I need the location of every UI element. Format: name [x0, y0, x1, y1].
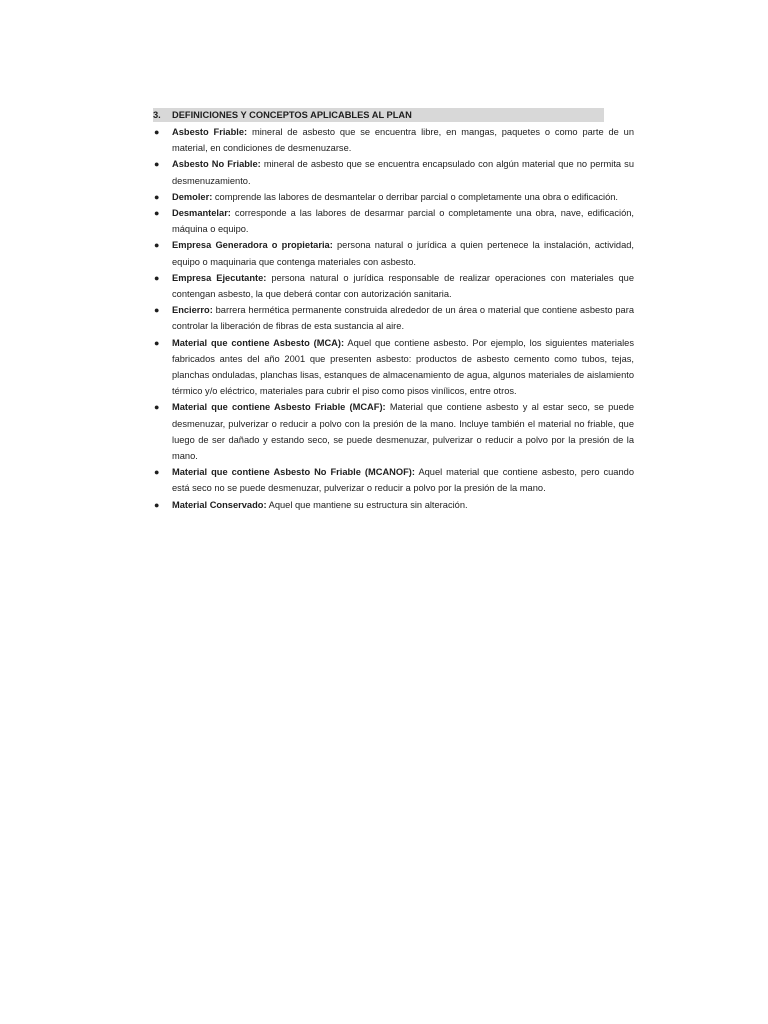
definition-term: Material que contiene Asbesto No Friable (MCANOF):	[172, 467, 415, 478]
definition-term: Demoler:	[172, 191, 213, 202]
definition-item	[153, 237, 634, 269]
definition-term: Material Conservado:	[172, 499, 267, 510]
section-number: 3.	[153, 110, 161, 120]
definition-text: barrera hermética permanente construida alrededor de un área o material que contiene asbesto para controlar la liberación de fibras de esta sustancia al aire.	[172, 305, 634, 332]
definition-item	[153, 335, 634, 400]
bullet-icon: ●	[154, 499, 160, 510]
bullet-icon: ●	[154, 159, 160, 170]
definition-text: Material que contiene asbesto y al estar seco, se puede desmenuzar, pulverizar o reducir a polvo con la presión de la mano. Incluye también el material no friable, que luego de ser dañado y estando seco, se puede desmenuzar, pulverizar o reducir a polvo por la presión de la mano.	[172, 402, 634, 462]
bullet-icon: ●	[154, 191, 160, 202]
definition-text: mineral de asbesto que se encuentra libre, en mangas, paquetes o como parte de un material, en condiciones de desmenuzarse.	[172, 127, 634, 154]
definition-term: Encierro:	[172, 305, 213, 316]
definition-term: Empresa Generadora o propietaria:	[172, 240, 333, 251]
definition-text: persona natural o jurídica responsable de realizar operaciones con materiales que contengan asbesto, la que deberá contar con autorización sanitaria.	[172, 272, 634, 300]
bullet-icon: ●	[154, 208, 160, 219]
bullet-icon: ●	[154, 305, 160, 316]
bullet-icon: ●	[154, 337, 160, 348]
document-content	[153, 108, 634, 513]
definition-item	[153, 205, 634, 237]
definition-term: Asbesto No Friable:	[172, 159, 261, 170]
section-title: DEFINICIONES Y CONCEPTOS APLICABLES AL PLAN	[172, 110, 412, 120]
definition-item	[153, 124, 634, 156]
definition-text: corresponde a las labores de desarmar parcial o completamente una obra, nave, edificación, máquina o equipo.	[172, 208, 634, 235]
definition-text: mineral de asbesto que se encuentra encapsulado con algún material que no permita su desmenuzamiento.	[172, 159, 634, 186]
bullet-icon: ●	[154, 467, 160, 478]
definition-text: persona natural o jurídica a quien pertenece la instalación, actividad, equipo o maquinaria que contenga materiales con asbesto.	[172, 240, 634, 267]
definition-item	[153, 270, 634, 302]
definition-text: Aquel que contiene asbesto. Por ejemplo, los siguientes materiales fabricados antes del año 2001 que presenten asbesto: productos de asbesto cemento como tubos, tejas, planchas onduladas, planchas lisas, estanques de almacenamiento de agua, algunos materiales de aislamiento térmico y/o eléctrico, materiales para cubrir el piso como pisos vinílicos, entre otros.	[172, 337, 634, 397]
bullet-icon: ●	[154, 402, 160, 413]
definition-item	[153, 302, 634, 334]
definition-text: comprende las labores de desmantelar o derribar parcial o completamente una obra o edificación.	[212, 191, 618, 202]
definition-text: Aquel material que contiene asbesto, pero cuando está seco no se puede desmenuzar, pulverizar o reducir a polvo por la presión de la mano.	[172, 467, 634, 494]
definition-item	[153, 497, 634, 513]
definition-item	[153, 464, 634, 496]
bullet-icon: ●	[154, 127, 160, 137]
definition-item	[153, 399, 634, 464]
bullet-icon: ●	[154, 272, 160, 283]
definition-term: Empresa Ejecutante:	[172, 272, 267, 283]
definition-text: Aquel que mantiene su estructura sin alteración.	[266, 499, 468, 510]
definition-term: Material que contiene Asbesto Friable (MCAF):	[172, 402, 386, 413]
definition-term: Material que contiene Asbesto (MCA):	[172, 337, 345, 348]
definition-term: Asbesto Friable:	[172, 127, 248, 137]
definition-item	[153, 189, 634, 205]
section-heading	[153, 108, 604, 122]
definitions-list	[153, 124, 634, 513]
definition-item	[153, 156, 634, 188]
bullet-icon: ●	[154, 240, 160, 251]
definition-term: Desmantelar:	[172, 208, 231, 219]
